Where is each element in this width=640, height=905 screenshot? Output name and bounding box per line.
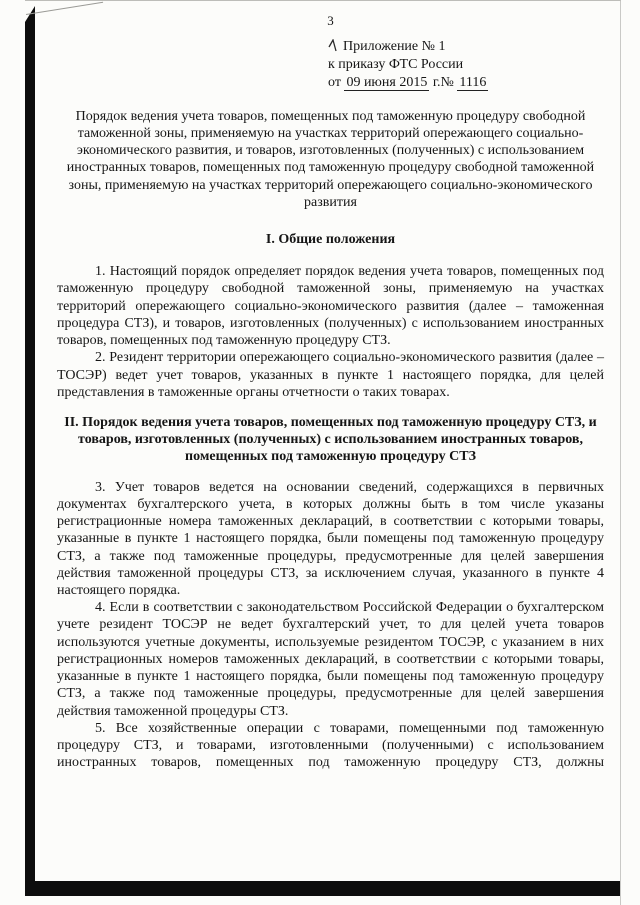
from-label: от xyxy=(328,74,341,90)
appendix-line-1-row xyxy=(328,38,564,56)
scan-edge-bottom xyxy=(25,881,621,896)
scan-edge-top xyxy=(25,0,621,1)
number-sign: № xyxy=(440,74,454,90)
year-suffix: г. xyxy=(432,74,441,90)
page-content xyxy=(57,13,604,771)
section-2-heading: II. Порядок ведения учета товаров, помещенных под таможенную процедуру СТЗ, и товаров, изготовленных (полученных) с использованием иностранных товаров, помещенных под таможенную процедуру СТЗ xyxy=(64,415,597,465)
paragraph-3: 3. Учет товаров ведется на основании сведений, содержащихся в первичных документах бухгалтерского учета, в которых должны быть в том числе указаны регистрационные номера таможенных деклараций, в соответствии с которыми товары, указанные в пункте 1 настоящего порядка, были помещены под таможенную процедуру СТЗ, а также под таможенные процедуры, предусмотренные для целей завершения действия таможенной процедуры СТЗ, за исключением случая, указанного в пункте 4 настоящего порядка. xyxy=(57,479,604,598)
paragraph-2: 2. Резидент территории опережающего социально-экономического развития (далее – ТОСЭР) ведет учет товаров, указанных в пункте 1 настоящего порядка, для целей представления в таможенные органы отчетности о таких товарах. xyxy=(57,350,604,400)
appendix-line-2: к приказу ФТС России xyxy=(328,56,464,72)
paragraph-5: 5. Все хозяйственные операции с товарами, помещенными под таможенную процедуру СТЗ, и товарами, изготовленными (полученными) с использованием иностранных товаров, помещенных под таможенную процедуру СТЗ, должны xyxy=(57,720,604,771)
order-number-value: 1116 xyxy=(459,74,487,90)
section-1-heading: I. Общие положения xyxy=(265,232,396,248)
paragraph-1: 1. Настоящий порядок определяет порядок ведения учета товаров, помещенных под таможенную процедуру свободной таможенной зоны, применяемую на участках территорий опережающего социально-экономического развития (далее – таможенная процедура СТЗ), и товаров, изготовленных (полученных) с использованием иностранных товаров, помещенных под таможенную процедуру СТЗ. xyxy=(57,264,604,349)
appendix-line-1: Приложение № 1 xyxy=(343,39,446,54)
scan-edge-left xyxy=(25,0,35,896)
document-title: Порядок ведения учета товаров, помещенных под таможенную процедуру свободной таможенной зоны, применяемую на участках территорий опережающего социально-экономического развития, и товаров, изготовленных (полученных) с использованием иностранных товаров, помещенных под таможенную процедуру свободной таможенной зоны, применяемую на участках территорий опережающего социально-экономического развития xyxy=(66,108,595,210)
page-number: 3 xyxy=(327,13,334,28)
scan-edge-right xyxy=(620,0,621,905)
pen-mark-icon xyxy=(328,39,341,52)
order-date-value: 09 июня 2015 xyxy=(346,74,428,90)
appendix-block xyxy=(328,38,564,92)
paragraph-4: 4. Если в соответствии с законодательством Российской Федерации о бухгалтерском учете резидент ТОСЭР не ведет бухгалтерский учет, то для целей учета товаров используются учетные документы, используемые резидентом ТОСЭР, с указанием в них регистрационных номеров таможенных деклараций, в соответствии с которыми товары, указанные в пункте 1 настоящего порядка, были помещены под таможенную процедуру СТЗ, а также под таможенные процедуры, предусмотренные для целей завершения действия таможенной процедуры СТЗ. xyxy=(57,600,604,719)
appendix-line-3 xyxy=(328,74,564,92)
